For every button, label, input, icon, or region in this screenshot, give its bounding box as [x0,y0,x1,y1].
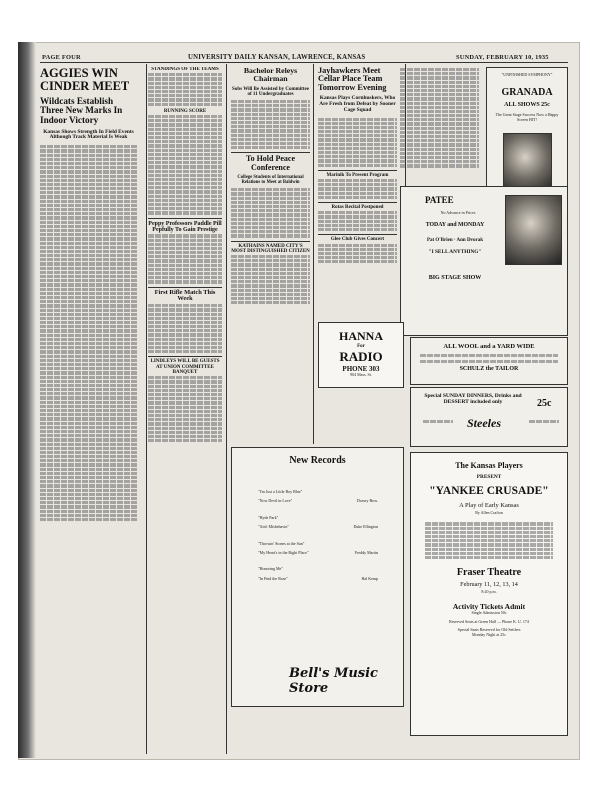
record-1-artist: Dorsey Bros. [356,498,378,504]
hanna-radio-ad [318,322,404,388]
play-author: By Allen Crafton [475,510,503,515]
granada-price: ALL SHOWS 25c [504,102,550,109]
wool-title: ALL WOOL and a YARD WIDE [443,343,535,350]
bells-music-store-logo: Bell's Music Store [289,666,378,696]
special-seats: Special Seats Reserved for Old Settlers [457,627,521,633]
running-score-title: RUNNING SCORE [163,108,207,114]
steeles-logo: Steeles [467,416,501,430]
record-6-title: "Honoring Me" [258,566,283,572]
headline-glee-club: Glee Club Gives Concert [318,234,397,242]
masthead: UNIVERSITY DAILY KANSAN, LAWRENCE, KANSAS [188,54,366,61]
granada-title: GRANADA [501,87,553,99]
patee-film: "I SELL ANYTHING" [428,249,482,255]
deck-peace-conference: College Students of International Relations to Meet at Baldwin [237,175,304,186]
headline-bachelor-releys: Bachelor Releys Chairman [243,67,298,84]
record-5-title: "My Heart's in the Right Place" [258,550,309,556]
record-0-title: "I'm Just a Little Boy Blue" [258,489,303,494]
patee-price-note: No Advance in Prices [440,210,476,215]
running-score-table [148,115,222,215]
sunday-dinners-title: Special SUNDAY DINNERS, Drinks and DESSERT included only [424,393,522,405]
page-shadow [18,42,36,758]
headline-jayhawkers: Jayhawkers Meet Cellar Place Team Tomorrow Evening [318,67,387,92]
headline-professors: Peppy Professors Paddle Pill Pepfully To Gain Prestige [148,218,222,234]
record-2-title: "Hyde Park" [258,514,279,520]
sunday-price: 25c [537,398,552,409]
hanna-for: For [357,344,365,349]
standings-table [148,73,222,106]
standings-title: STANDINGS OF THE TEAMS [151,67,219,72]
players-title: The Kansas Players [455,461,523,470]
hanna-address: 904 Mass. St. [350,372,372,377]
column-rule [146,64,147,754]
unfinished-symphony-top: "UNFINISHED SYMPHONY" [501,72,553,77]
records-list [258,485,378,586]
column-4 [318,67,397,350]
granada-tagline: The Great Stage Success Now a Happy Screen HIT! [495,112,559,122]
headline-aggies: AGGIES WIN CINDER MEET [40,67,130,93]
monday-night: Monday Night at 25c [471,631,507,637]
patee-title: PATEE [425,195,454,205]
new-records-title: New Records [289,455,346,466]
deck-cornhuskers: Kansas Plays Cornhuskers, Who Are Fresh from Defeat by Sooner Cage Squad [319,95,396,113]
subhead-wildcats: Wildcats Establish Three New Marks In Indoor Victory [40,95,123,125]
record-7-artist: Hal Kemp [361,575,378,581]
kansas-players-ad [410,452,568,736]
activity-tickets: Activity Tickets Admit [452,601,526,611]
hanna-radio: RADIO [339,349,383,364]
patee-stars: Pat O'Brien · Ann Dvorak [426,238,484,243]
patee-ad [400,186,568,336]
headline-rifle-match: First Rifle Match This Week [148,287,222,304]
headline-marinik: Marinik To Present Program [318,170,397,178]
column-rule [313,64,314,444]
new-records-ad [231,447,404,707]
record-4-title: "Throwin' Stones at the Sun" [258,540,305,546]
column-5-text [400,67,479,185]
reserved-seats: Reserved Seats at Green Hall — Phone K. U. 174 [449,618,529,624]
play-title: "YANKEE CRUSADE" [429,485,549,497]
play-description [425,522,553,559]
column-rule [405,64,406,186]
header-rule [40,62,568,63]
record-3-artist: Duke Ellington [353,524,378,530]
big-stage-show: BIG STAGE SHOW [428,275,482,281]
performance-time: 8:20 p.m. [481,589,497,595]
record-1-title: "Now Devil in Love" [258,498,293,504]
page-number: PAGE FOUR [42,54,81,61]
deck-bachelor: Sobs Will Be Assisted by Committee of 11 Undergraduates [232,86,309,97]
fraser-theatre: Fraser Theatre [456,567,522,579]
issue-date: SUNDAY, FEBRUARY 10, 1935 [456,54,549,61]
tailor-name: SCHULZ the TAILOR [459,366,519,373]
hanna-name: HANNA [339,329,383,343]
column-rule [226,64,227,754]
record-7-title: "In Find the Rose" [258,575,288,581]
sunday-dinners-ad [410,387,568,447]
article-body-aggies [40,145,137,521]
patee-today: TODAY and MONDAY [425,222,485,228]
record-5-artist: Freddy Martin [354,550,378,556]
headline-rotas: Rotas Recital Postponed [318,202,397,210]
single-admission: Single Admission 50c [471,609,507,615]
wool-ad [410,337,568,385]
record-3-title: "Ain't Misbehavin" [258,524,289,530]
play-subtitle: A Play of Early Kansas [459,502,519,509]
present-text: PRESENT [476,474,502,480]
deck-kansas: Kansas Shows Strength In Field Events Although Track Material Is Weak [43,128,134,141]
performance-dates: February 11, 12, 13, 14 [460,581,518,589]
headline-kathains: KATHAINS NAMED CITY'S MOST DISTINGUISHED CITIZEN [231,241,310,255]
column-2 [148,67,222,755]
hanna-phone: PHONE 303 [342,365,380,373]
actress-photo [503,133,552,193]
column-1 [40,67,137,755]
performer-photo [505,195,562,265]
headline-lindleys: LINDLEYS WILL BE GUESTS AT UNION COMMITTEE BANQUET [148,356,222,375]
headline-peace-conference: To Hold Peace Conference [231,152,310,172]
